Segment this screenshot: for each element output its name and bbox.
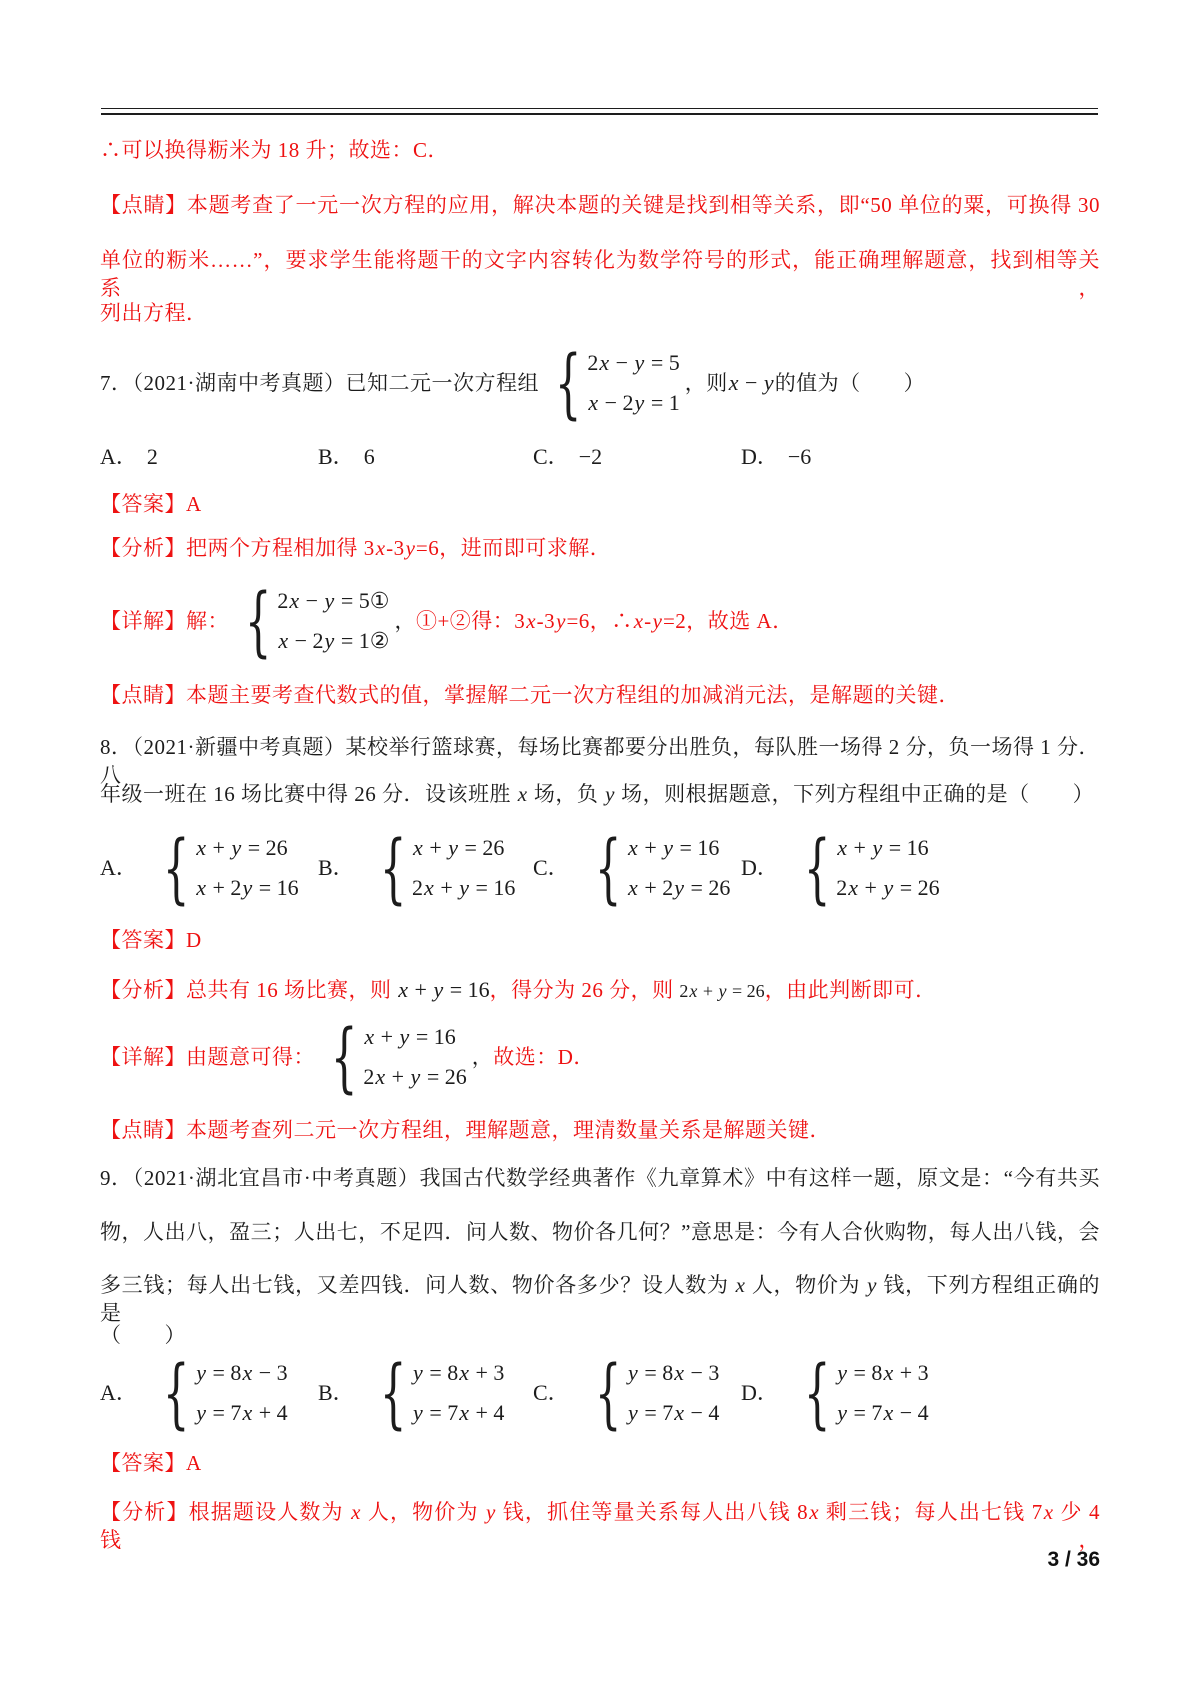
option-item [318, 824, 533, 912]
text-run: ，则 [684, 371, 728, 395]
option-item [318, 1350, 533, 1436]
system-equation: x − 2y = 1 [588, 389, 680, 415]
text-run: （ ） [100, 1323, 186, 1347]
question-9-line-3 [100, 1271, 1100, 1327]
system-left-brace: { [162, 823, 190, 912]
text-run: 【点睛】本题主要考查代数式的值，掌握解二元一次方程组的加减消元法，是解题的关键． [100, 683, 960, 707]
text-run: x + y = 16 [398, 977, 490, 1002]
system-left-brace: { [594, 1348, 622, 1437]
system-equation: 2x − y = 5① [277, 588, 390, 614]
option-label: C． [533, 855, 570, 880]
system-equation: y = 7x − 4 [628, 1399, 720, 1425]
text-run: 【分析】根据题设人数为 x 人，物价为 y 钱，抓住等量关系每人出八钱 8x 剩三钱；每人出七钱 7x 少 4 钱， [100, 1500, 1101, 1552]
system-left-brace: { [244, 576, 272, 665]
system-equation: y = 7x + 4 [196, 1399, 288, 1425]
system-equations [412, 1360, 504, 1426]
q6-dianjing-line-2 [100, 246, 1100, 302]
system-left-brace: { [803, 823, 831, 912]
system-equations [836, 835, 939, 901]
text-run: ， [471, 1045, 494, 1069]
equation-system [369, 1348, 505, 1437]
page-number: 3 / 36 [1047, 1548, 1100, 1571]
q9-answer [100, 1449, 1100, 1477]
question-7 [100, 337, 1100, 429]
option-label: A． [100, 444, 138, 469]
option-label: D． [741, 444, 779, 469]
text-run: 9．（2021·湖北宜昌市·中考真题）我国古代数学经典著作《九章算术》中有这样一题，原文是：“今有共买 [100, 1166, 1100, 1190]
option-label: B． [318, 1380, 355, 1405]
option-item [318, 443, 533, 471]
text-run: 年级一班在 16 场比赛中得 26 分．设该班胜 x 场，负 y 场，则根据题意，下列方程组中正确的是（ ） [100, 782, 1095, 806]
system-left-brace: { [379, 823, 407, 912]
system-equation: y = 8x − 3 [196, 1360, 288, 1386]
system-equation: x + y = 16 [364, 1024, 456, 1050]
option-item [741, 824, 1100, 912]
option-label: C． [533, 444, 570, 469]
system-left-brace: { [594, 823, 622, 912]
text-run: 故选：D． [493, 1045, 595, 1069]
system-equation: 2x + y = 26 [836, 874, 940, 900]
q9-analysis [100, 1498, 1100, 1554]
text-run: 【分析】总共有 16 场比赛，则 [100, 978, 398, 1002]
q8-options [100, 824, 1100, 912]
equation-system [369, 823, 516, 912]
equation-system [234, 576, 390, 665]
text-run: 7．（2021·湖南中考真题）已知二元一次方程组 [100, 371, 539, 395]
equation-system [793, 1348, 929, 1437]
text-run: 【点睛】本题考查了一元一次方程的应用，解决本题的关键是找到相等关系，即“50 单位的粟，可换得 30 [100, 193, 1100, 217]
system-equation: x + 2y = 26 [628, 874, 731, 900]
equation-system [584, 1348, 720, 1437]
equation-system [152, 1348, 288, 1437]
q7-answer [100, 490, 1100, 518]
text-run: 8．（2021·新疆中考真题）某校举行篮球赛，每场比赛都要分出胜负，每队胜一场得 2 分，负一场得 1 分．八 [100, 735, 1100, 787]
system-equation: y = 7x − 4 [837, 1399, 929, 1425]
system-equation: x + y = 16 [628, 835, 720, 861]
system-equation: x + 2y = 16 [196, 874, 299, 900]
system-equation: x + y = 26 [196, 835, 288, 861]
text-run: 【答案】D [100, 928, 202, 952]
text-run: 【详解】解： [100, 609, 229, 633]
q6-conclusion-line [100, 136, 1100, 164]
option-value: −2 [578, 444, 603, 469]
q6-dianjing-line-1 [100, 191, 1100, 219]
text-run: 列出方程． [100, 301, 208, 325]
system-equations [587, 350, 679, 416]
option-value: 6 [363, 444, 375, 469]
system-left-brace: { [803, 1348, 831, 1437]
system-equation: y = 8x − 3 [628, 1360, 720, 1386]
system-equations [627, 1360, 719, 1426]
q9-options [100, 1350, 1100, 1436]
question-8-line-2 [100, 780, 1100, 808]
q7-analysis [100, 534, 1100, 562]
q7-detail [100, 574, 1100, 668]
option-item [533, 443, 741, 471]
question-9-line-4 [100, 1321, 1100, 1349]
equation-system [152, 823, 299, 912]
text-run: 的值为（ ） [774, 371, 926, 395]
text-run: ∴可以换得粝米为 18 升；故选：C． [100, 138, 450, 162]
option-item [741, 1350, 1100, 1436]
system-equations [412, 835, 515, 901]
system-equations [195, 835, 298, 901]
q6-dianjing-line-3 [100, 299, 1100, 327]
option-item [741, 443, 1100, 471]
option-item [533, 1350, 741, 1436]
text-run: 多三钱；每人出七钱，又差四钱．问人数、物价各多少？设人数为 x 人，物价为 y 钱，下列方程组正确的是 [100, 1273, 1101, 1325]
system-equation: x + y = 16 [837, 835, 929, 861]
q7-options [100, 443, 1100, 471]
system-equations [363, 1024, 466, 1090]
option-label: D． [741, 1380, 779, 1405]
system-equation: y = 8x + 3 [413, 1360, 505, 1386]
text-run: 2x + y = 26 [679, 981, 765, 1001]
system-equations [277, 588, 389, 654]
option-label: B． [318, 444, 355, 469]
system-equation: 2x + y = 16 [412, 874, 516, 900]
option-label: C． [533, 1380, 570, 1405]
q8-analysis [100, 976, 1100, 1005]
q8-detail [100, 1010, 1100, 1104]
text-run: ， [394, 609, 416, 633]
text-run: x − y [728, 370, 774, 395]
text-run: 【答案】A [100, 1451, 202, 1475]
system-equations [195, 1360, 287, 1426]
system-equation: 2x + y = 26 [363, 1063, 467, 1089]
question-9-line-1 [100, 1164, 1100, 1192]
equation-system [793, 823, 940, 912]
q8-answer [100, 926, 1100, 954]
system-equation: x − 2y = 1② [278, 627, 390, 653]
option-value: 2 [146, 444, 158, 469]
option-label: D． [741, 855, 779, 880]
equation-system [544, 338, 680, 427]
system-left-brace: { [379, 1348, 407, 1437]
equation-system [320, 1012, 467, 1101]
system-equation: y = 8x + 3 [837, 1360, 929, 1386]
text-run: 【点睛】本题考查列二元一次方程组，理解题意，理清数量关系是解题关键． [100, 1118, 831, 1142]
text-run: 单位的粝米……”，要求学生能将题干的文字内容转化为数学符号的形式，能正确理解题意，找到相等关系， [100, 248, 1100, 300]
option-label: B． [318, 855, 355, 880]
q7-dianjing [100, 681, 1100, 709]
text-run: ，得分为 26 分，则 [489, 978, 680, 1002]
option-item [100, 1350, 318, 1436]
text-run: 【答案】A [100, 492, 202, 516]
header-rule [101, 108, 1098, 115]
question-9-line-2 [100, 1218, 1100, 1246]
text-run: ①+②得：3x-3y=6，∴x-y=2，故选 A． [415, 609, 794, 633]
option-value: −6 [787, 444, 812, 469]
option-item [533, 824, 741, 912]
option-label: A． [100, 1380, 138, 1405]
system-left-brace: { [162, 1348, 190, 1437]
text-run: 物，人出八，盈三；人出七，不足四．问人数、物价各几何？”意思是：今有人合伙购物，每人出八钱，会 [100, 1220, 1100, 1244]
text-run: 【详解】由题意可得： [100, 1045, 315, 1069]
system-equations [836, 1360, 928, 1426]
q8-dianjing [100, 1116, 1100, 1144]
system-equation: x + y = 26 [413, 835, 505, 861]
system-left-brace: { [554, 338, 582, 427]
option-item [100, 443, 318, 471]
system-equations [627, 835, 730, 901]
equation-system [584, 823, 731, 912]
option-label: A． [100, 855, 138, 880]
system-left-brace: { [330, 1012, 358, 1101]
system-equation: y = 7x + 4 [413, 1399, 505, 1425]
text-run: 【分析】把两个方程相加得 3x-3y=6，进而即可求解． [100, 536, 612, 560]
system-equation: 2x − y = 5 [587, 350, 680, 376]
text-run: ，由此判断即可． [764, 978, 937, 1002]
option-item [100, 824, 318, 912]
